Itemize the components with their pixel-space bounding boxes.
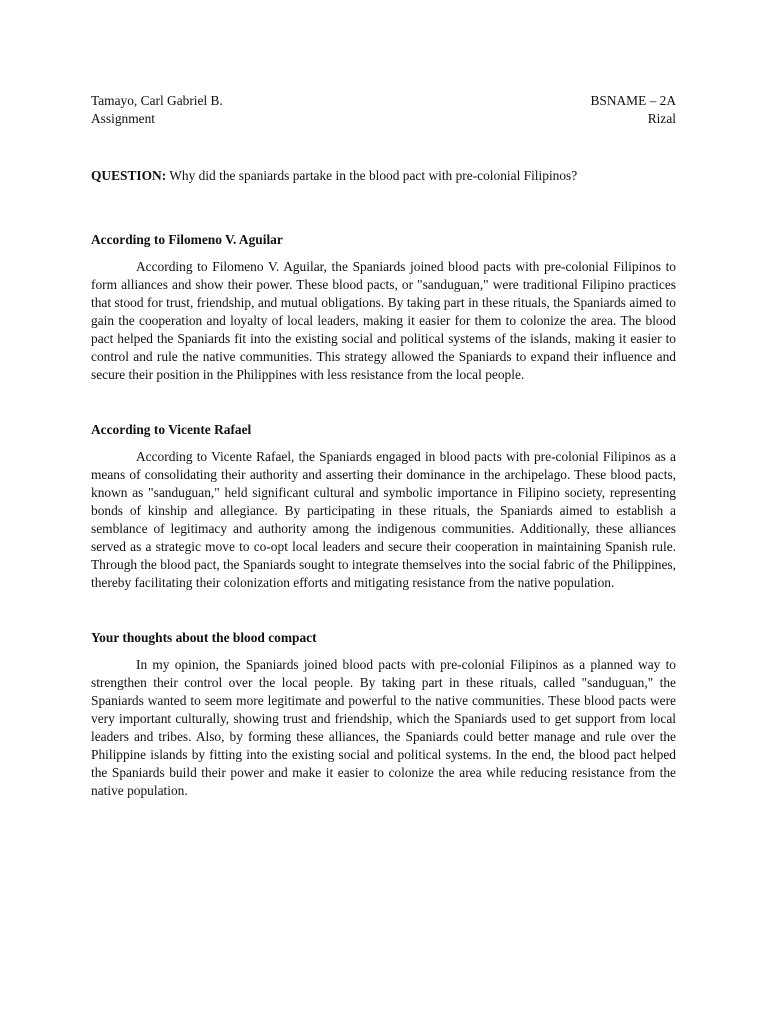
student-name: Tamayo, Carl Gabriel B. — [91, 93, 223, 108]
section-body-thoughts: In my opinion, the Spaniards joined blood pacts with pre-colonial Filipinos as a planned way to strengthen their control over the local people. By taking part in these rituals, called "sanduguan," the Spaniards wanted to seem more legitimate and powerful to the native communities. These blood pacts were very important culturally, showing trust and friendship, which the Spaniards used to get support from local leaders and tribes. Also, by forming these alliances, the Spaniards could better manage and rule over the Philippine islands by fitting into the existing social and political systems. In the end, the blood pact helped the Spaniards build their power and make it easier to colonize the area while reducing resistance from the native population. — [91, 657, 676, 798]
course-section: BSNAME – 2A — [590, 93, 676, 108]
question-text: Why did the spaniards partake in the blood pact with pre-colonial Filipinos? — [166, 168, 578, 183]
header-row-2 — [91, 110, 676, 128]
section-heading-rafael: According to Vicente Rafael — [91, 422, 252, 437]
subject-name: Rizal — [647, 111, 676, 126]
section-body-rafael: According to Vicente Rafael, the Spaniards engaged in blood pacts with pre-colonial Filipinos as a means of consolidating their authority and asserting their dominance in the archipelago. These blood pacts, known as "sanduguan," held significant cultural and symbolic importance in Filipino society, representing bonds of kinship and allegiance. By participating in these rituals, the Spaniards aimed to establish a semblance of legitimacy and authority among the indigenous communities. Additionally, these alliances served as a strategic move to co-opt local leaders and secure their cooperation in maintaining Spanish rule. Through the blood pact, the Spaniards sought to integrate themselves into the social fabric of the Philippines, thereby facilitating their colonization efforts and mitigating resistance from the native population. — [91, 449, 676, 590]
question-label: QUESTION: — [91, 168, 167, 183]
document-page — [91, 92, 676, 800]
question-line — [91, 167, 676, 185]
document-type: Assignment — [91, 111, 155, 126]
section-heading-thoughts: Your thoughts about the blood compact — [91, 630, 317, 645]
header-row-1 — [91, 92, 676, 110]
section-body-aguilar: According to Filomeno V. Aguilar, the Spaniards joined blood pacts with pre-colonial Filipinos to form alliances and show their power. These blood pacts, or "sanduguan," were traditional Filipino practices that stood for trust, friendship, and mutual obligations. By taking part in these rituals, the Spaniards aimed to gain the cooperation and loyalty of local leaders, making it easier for them to colonize the area. The blood pact helped the Spaniards fit into the existing social and political systems of the islands, making it easier to control and rule the native communities. This strategy allowed the Spaniards to expand their influence and secure their position in the Philippines with less resistance from the local people. — [91, 259, 676, 382]
section-heading-aguilar: According to Filomeno V. Aguilar — [91, 232, 283, 247]
